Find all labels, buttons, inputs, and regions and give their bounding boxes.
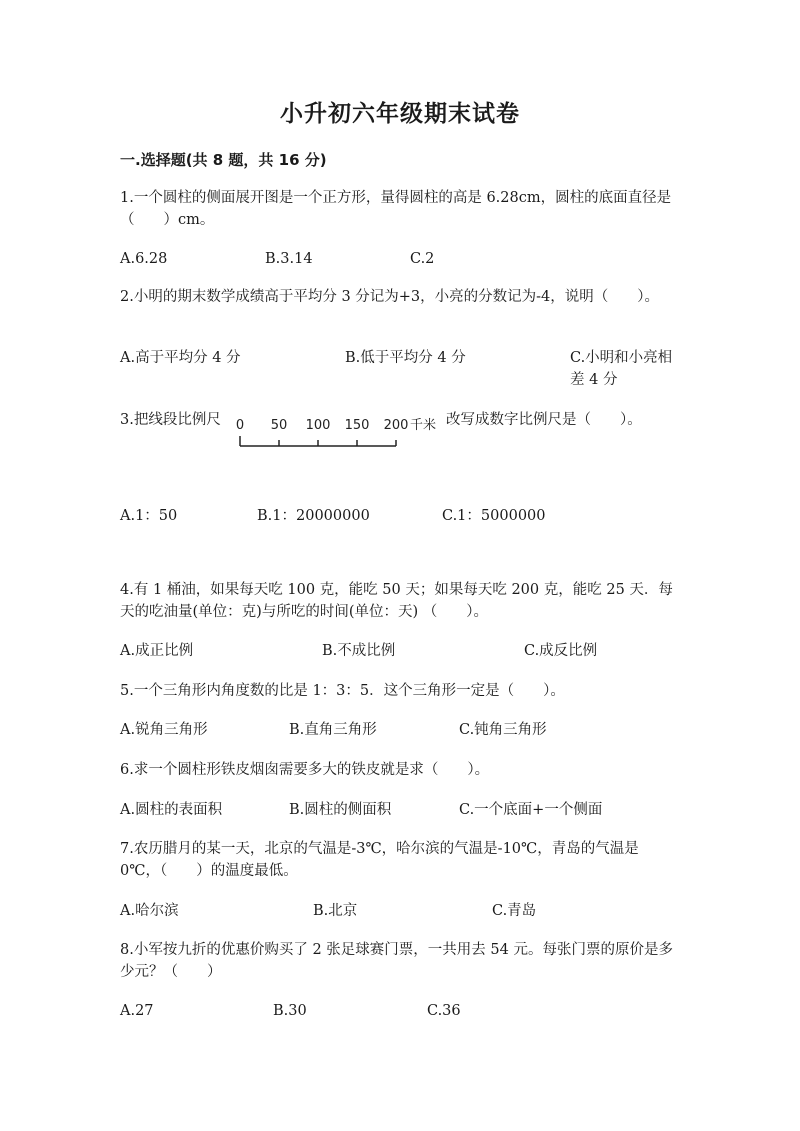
question-7: 7.农历腊月的某一天，北京的气温是-3℃，哈尔滨的气温是-10℃，青岛的气温是 0℃，（ ）的温度最低。: [120, 841, 639, 879]
option-6c[interactable]: C.一个底面+一个侧面: [459, 802, 603, 818]
question-4: 4.有 1 桶油，如果每天吃 100 克，能吃 50 天；如果每天吃 200 克，能吃 25 天．每天的吃油量(单位：克)与所吃的时间(单位：天) （ ）。: [120, 582, 673, 620]
question-5: 5.一个三角形内角度数的比是 1：3：5．这个三角形一定是（ ）。: [120, 683, 565, 699]
option-6a[interactable]: A.圆柱的表面积: [120, 802, 223, 818]
option-4b[interactable]: B.不成比例: [322, 643, 396, 659]
option-5a[interactable]: A.锐角三角形: [120, 722, 208, 738]
scale-tick-200: 200: [383, 418, 409, 433]
option-5c[interactable]: C.钝角三角形: [459, 722, 547, 738]
scale-tick-100: 100: [305, 418, 331, 433]
scale-unit: 千米: [410, 418, 437, 433]
scale-tick-150: 150: [344, 418, 370, 433]
option-4a[interactable]: A.成正比例: [120, 643, 194, 659]
option-2b[interactable]: B.低于平均分 4 分: [345, 350, 466, 366]
question-3-end: 改写成数字比例尺是（ ）。: [446, 412, 642, 428]
option-2c-label: C.小明和小亮相差 4 分: [570, 350, 673, 388]
option-3b[interactable]: B.1：20000000: [257, 508, 370, 524]
option-7c[interactable]: C.青岛: [492, 903, 537, 919]
line-scale: [236, 412, 446, 452]
question-3-start: 3.把线段比例尺: [120, 412, 221, 428]
option-1c[interactable]: C.2: [410, 251, 435, 267]
option-1b[interactable]: B.3.14: [265, 251, 313, 267]
option-5b[interactable]: B.直角三角形: [289, 722, 377, 738]
scale-tick-50: 50: [270, 418, 288, 433]
option-8c[interactable]: C.36: [427, 1003, 461, 1019]
option-4c[interactable]: C.成反比例: [524, 643, 598, 659]
option-7a[interactable]: A.哈尔滨: [120, 903, 179, 919]
option-2a[interactable]: A.高于平均分 4 分: [120, 350, 241, 366]
section-heading: 一.选择题(共 8 题，共 16 分): [120, 151, 327, 169]
question-1: 1.一个圆柱的侧面展开图是一个正方形，量得圆柱的高是 6.28cm，圆柱的底面直径是（ ）cm。: [120, 190, 672, 228]
option-7b[interactable]: B.北京: [313, 903, 358, 919]
option-3a[interactable]: A.1：50: [120, 508, 178, 524]
page-title: 小升初六年级期末试卷: [280, 101, 520, 127]
question-2: 2.小明的期末数学成绩高于平均分 3 分记为+3，小亮的分数记为-4，说明（ ）。: [120, 289, 660, 305]
option-3c[interactable]: C.1：5000000: [442, 508, 546, 524]
question-6: 6.求一个圆柱形铁皮烟囱需要多大的铁皮就是求（ ）。: [120, 762, 490, 778]
scale-tick-0: 0: [236, 418, 245, 433]
option-6b[interactable]: B.圆柱的侧面积: [289, 802, 392, 818]
option-1a[interactable]: A.6.28: [120, 251, 168, 267]
option-2c[interactable]: [570, 347, 680, 391]
option-8a[interactable]: A.27: [120, 1003, 154, 1019]
question-8: 8.小军按九折的优惠价购买了 2 张足球赛门票，一共用去 54 元。每张门票的原价是多少元？（ ）: [120, 942, 673, 980]
option-8b[interactable]: B.30: [273, 1003, 307, 1019]
